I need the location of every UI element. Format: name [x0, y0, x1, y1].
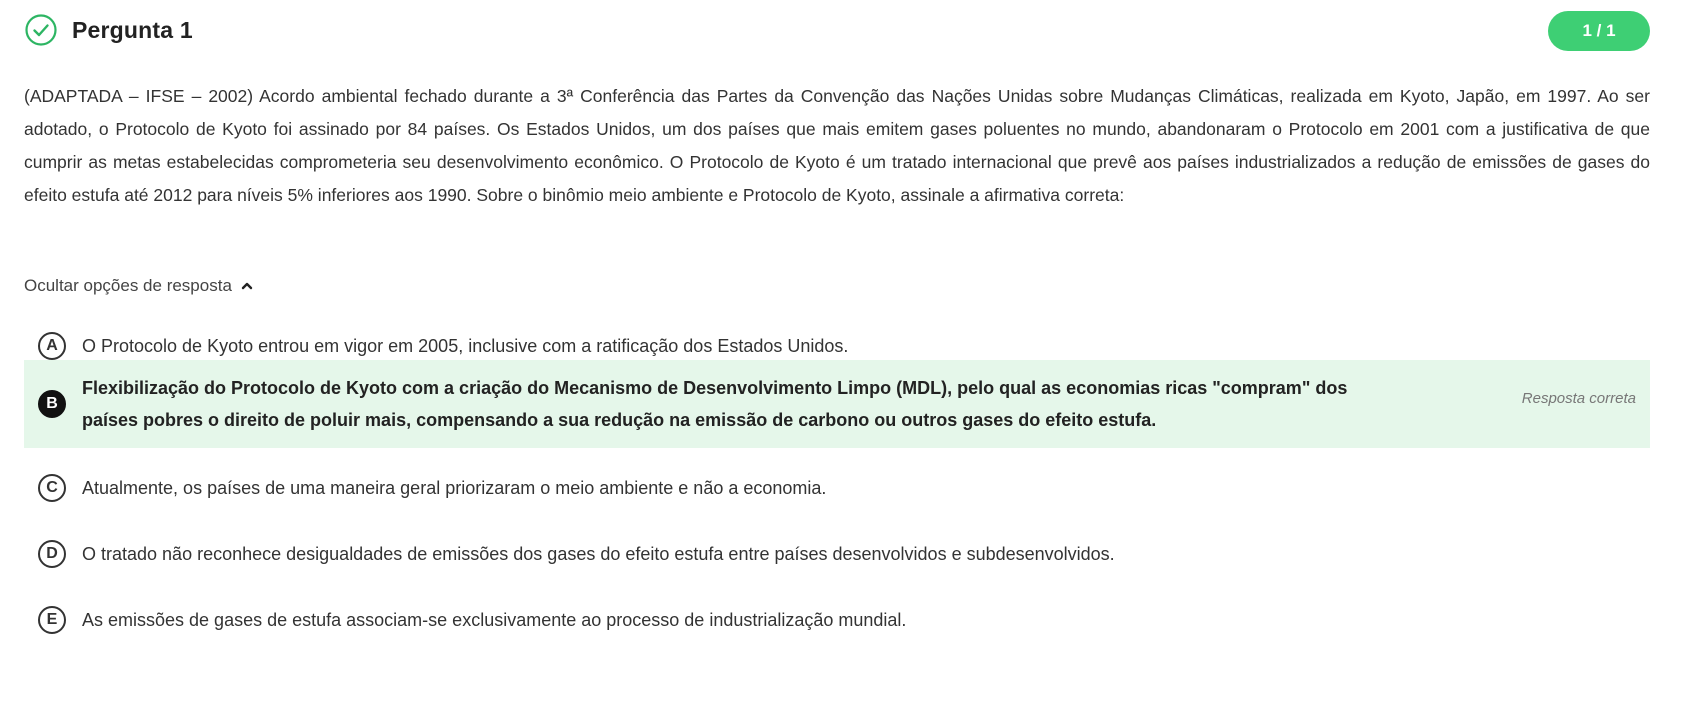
- toggle-label: Ocultar opções de resposta: [24, 276, 232, 295]
- option-text: Atualmente, os países de uma maneira geral priorizaram o meio ambiente e não a economia.: [82, 478, 827, 498]
- question-header: [24, 10, 1650, 50]
- option-letter: B: [38, 390, 66, 418]
- option-d[interactable]: [24, 538, 1650, 570]
- option-b-correct[interactable]: [24, 360, 1650, 448]
- option-text: O Protocolo de Kyoto entrou em vigor em 2005, inclusive com a ratificação dos Estados Unidos.: [82, 336, 849, 356]
- option-text: As emissões de gases de estufa associam-se exclusivamente ao processo de industrialização mundial.: [82, 610, 907, 630]
- option-letter: D: [38, 540, 66, 568]
- chevron-up-icon: [240, 279, 254, 293]
- toggle-answer-options[interactable]: [24, 276, 254, 296]
- question-text: (ADAPTADA – IFSE – 2002) Acordo ambiental fechado durante a 3ª Conferência das Partes da Convenção das Nações Unidas sobre Mudanças Climáticas, realizada em Kyoto, Japão, em 1997. Ao ser adotado, o Protocolo de Kyoto foi assinado por 84 países. Os Estados Unidos, um dos países que mais emitem gases poluentes no mundo, abandonaram o Protocolo em 2001 com a justificativa de que cumprir as metas estabelecidas comprometeria seu desenvolvimento econômico. O Protocolo de Kyoto é um tratado internacional que prevê aos países industrializados a redução de emissões de gases do efeito estufa até 2012 para níveis 5% inferiores aos 1990. Sobre o binômio meio ambiente e Protocolo de Kyoto, assinale a afirmativa correta:: [24, 86, 1650, 205]
- option-text: O tratado não reconhece desigualdades de emissões dos gases do efeito estufa entre países desenvolvidos e subdesenvolvidos.: [82, 544, 1115, 564]
- option-a[interactable]: [24, 330, 1650, 362]
- option-letter: E: [38, 606, 66, 634]
- question-title: Pergunta 1: [72, 16, 193, 43]
- correct-answer-label: Resposta correta: [1521, 390, 1636, 407]
- option-text: Flexibilização do Protocolo de Kyoto com a criação do Mecanismo de Desenvolvimento Limpo (MDL), pelo qual as economias ricas "compram" dos países pobres o direito de poluir mais, compensando a sua redução na emissão de carbono ou outros gases do efeito estufa.: [82, 378, 1348, 430]
- option-c[interactable]: [24, 472, 1650, 504]
- option-letter: A: [38, 332, 66, 360]
- score-badge: 1 / 1: [1548, 11, 1650, 51]
- option-e[interactable]: [24, 604, 1650, 636]
- option-letter: C: [38, 474, 66, 502]
- check-circle-icon: [24, 13, 58, 47]
